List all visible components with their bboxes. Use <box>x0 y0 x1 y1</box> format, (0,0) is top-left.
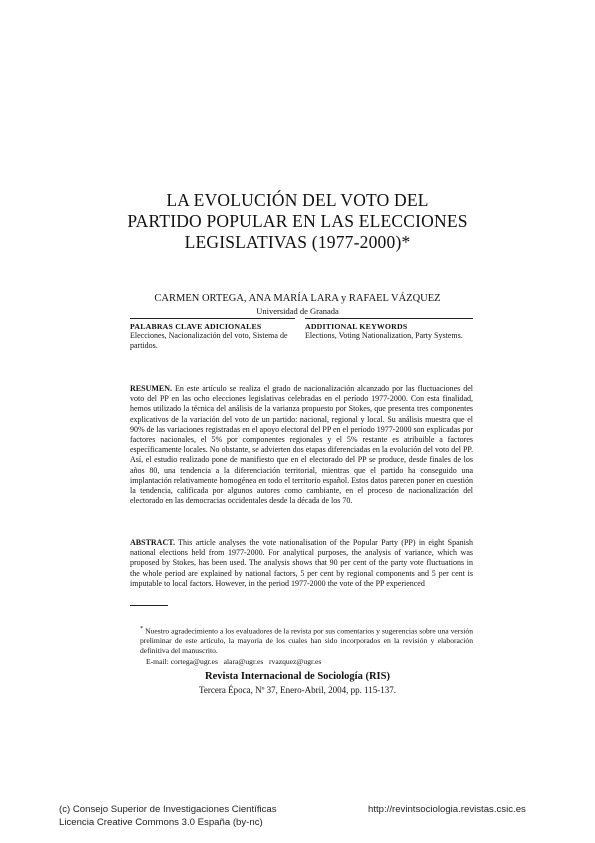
resumen-paragraph <box>130 384 473 506</box>
footnote-email-line <box>146 657 466 667</box>
rule-left <box>130 318 295 319</box>
footnote-text: Nuestro agradecimiento a los evaluadores de la revista por sus comentarios y sugerencias sobre una versión preliminar de este artículo, la mayoría de los cuales han sido incorporados en la revisión y elaboración definitiva del manuscrito. <box>140 626 473 655</box>
footer-url-link[interactable]: http://revintsociologia.revistas.csic.es <box>368 804 526 815</box>
footnote <box>140 624 473 655</box>
footnote-marker: * <box>140 625 144 632</box>
authors: CARMEN ORTEGA, ANA MARÍA LARA y RAFAEL VÁZQUEZ <box>154 293 441 304</box>
keywords-en-text: Elections, Voting Nationalization, Party Systems. <box>305 331 463 340</box>
keywords-en-heading: ADDITIONAL KEYWORDS <box>305 322 408 331</box>
keywords-es-text: Elecciones, Nacionalización del voto, Sistema de partidos. <box>130 331 288 350</box>
affiliation: Universidad de Granada <box>256 306 339 316</box>
abstract-text: This article analyses the vote nationalisation of the Popular Party (PP) in eight Spanish national elections held from 1977-2000. For analytical purposes, the analysis of variance, which was proposed by Stokes, has been used. The analysis shows that 90 per cent of the party vote fluctuations in the whole period are explained by national factors, 5 per cent by regional components and 5 per cent is imputable to local factors. However, in the period 1977-2000 the vote of the PP experienced <box>130 538 473 588</box>
footer-license: Licencia Creative Commons 3.0 España (by-nc) <box>59 817 263 828</box>
rule-right <box>305 318 473 319</box>
title-line-2: PARTIDO POPULAR EN LAS ELECCIONES <box>127 211 468 231</box>
article-title <box>0 190 595 253</box>
journal-name: Revista Internacional de Sociología (RIS) <box>205 671 390 682</box>
title-line-1: LA EVOLUCIÓN DEL VOTO DEL <box>166 190 429 210</box>
footer-copyright: (c) Consejo Superior de Investigaciones Científicas <box>59 804 277 815</box>
keywords-es <box>130 322 295 351</box>
abstract-label: ABSTRACT. <box>130 538 175 547</box>
email-addresses: cortega@ugr.es alara@ugr.es rvazquez@ugr.es <box>170 657 322 666</box>
resumen-label: RESUMEN. <box>130 384 173 393</box>
keywords-en <box>305 322 473 341</box>
abstract-paragraph <box>130 538 473 589</box>
keywords-es-heading: PALABRAS CLAVE ADICIONALES <box>130 322 262 331</box>
resumen-text: En este artículo se realiza el grado de nacionalización alcanzado por las fluctuaciones del voto del PP en las ocho elecciones legislativas celebradas en el período 1977-2000. Con esta finalidad, hemos utilizado la técnica del análisis de la varianza propuesto por Stokes, que presenta tres componentes explicativos de la variación del voto de un partido: nacional, regional y local. Su análisis muestra que el 90% de las variaciones registradas en el apoyo electoral del PP en el período 1977-2000 son explicadas por factores nacionales, el 5% por componentes regionales y el 5% restante es atribuible a factores específicamente locales. No obstante, se advierten dos etapas diferenciadas en la evolución del voto del PP. Así, el estudio realizado pone de manifiesto que en el electorado del PP se produce, desde finales de los años 80, una tendencia a la diferenciación territorial, mientras que el partido ha conseguido una implantación relativamente homogénea en todo el territorio español. Estos datos parecen poner en cuestión la tendencia, calificada por algunos autores como cambiante, en el proceso de nacionalización del electorado en las democracias occidentales desde la década de los 70. <box>130 384 473 506</box>
footnote-separator <box>130 605 168 606</box>
email-label: E-mail: <box>146 657 169 666</box>
title-line-3: LEGISLATIVAS (1977-2000)* <box>184 232 411 252</box>
journal-issue: Tercera Época, Nº 37, Enero-Abril, 2004, pp. 115-137. <box>198 685 396 695</box>
